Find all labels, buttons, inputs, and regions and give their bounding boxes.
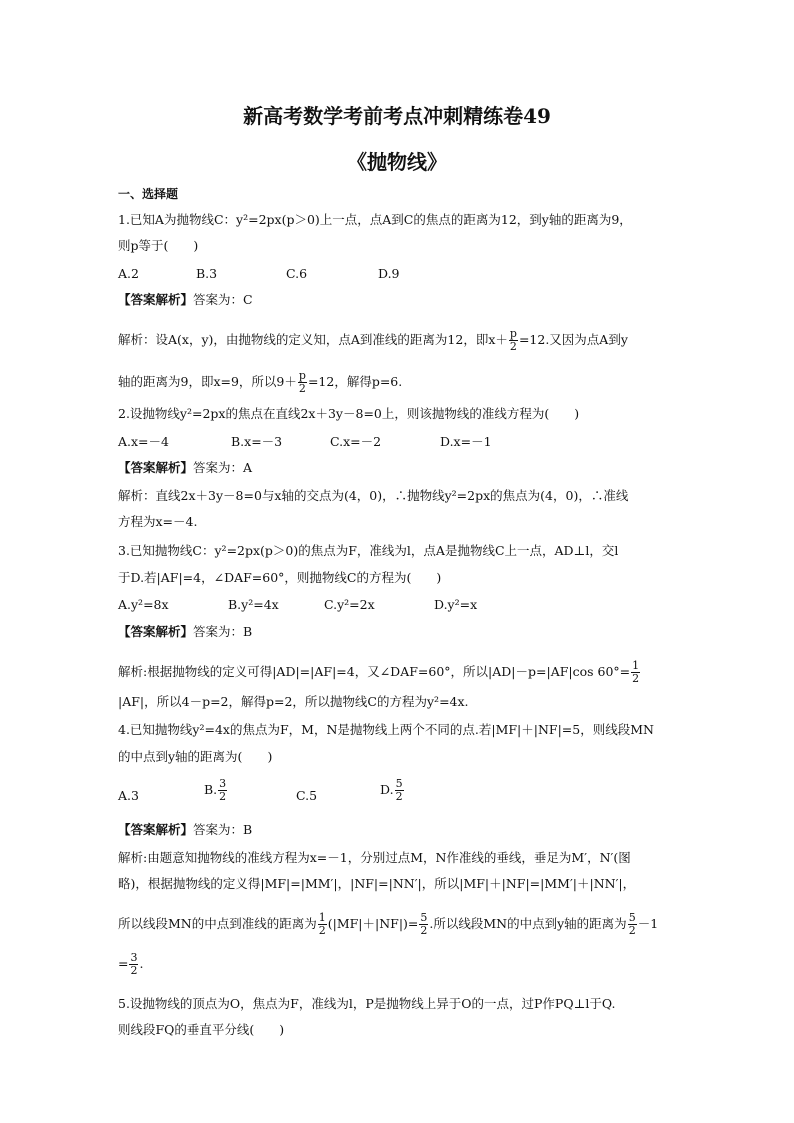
fraction: $\frac{3}{2}$ [130,951,138,977]
answer-value: 答案为：B [193,822,253,837]
fraction: $\frac{p}{2}$ [509,327,517,353]
answer-value: 答案为：C [193,292,253,307]
fraction: $\frac{5}{2}$ [395,777,403,803]
q2-answer [118,460,252,476]
q2-solution-line2: 方程为x=－4. [118,514,198,529]
q3-line1: 3.已知抛物线C：y²=2px(p＞0)的焦点为F，准线为l，点A是抛物线C上一点，AD⊥l，交l [118,543,619,558]
q1-line1: 1.已知A为抛物线C：y²=2px(p＞0)上一点，点A到C的焦点的距离为12，到y轴的距离为9， [118,212,632,227]
solution-text: 轴的距离为9，即x=9，所以9＋ [118,374,297,389]
fraction: $\frac{p}{2}$ [298,369,306,395]
solution-text: 解析：设A(x，y)，由抛物线的定义知，点A到准线的距离为12，即x＋ [118,332,508,347]
q4-line1: 4.已知抛物线y²=4x的焦点为F，M，N是抛物线上两个不同的点.若|MF|＋|NF|=5，则线段MN [118,722,654,737]
q2-option-c: C.x=－2 [330,434,382,449]
option-label: B. [204,782,218,797]
solution-text: =12，解得p=6. [307,374,403,389]
q1-option-d: D.9 [378,266,400,281]
fraction: $\frac{3}{2}$ [219,777,227,803]
q3-solution-line2: |AF|，所以4－p=2，解得p=2，所以抛物线C的方程为y²=4x. [118,694,469,709]
q4-solution-line3 [118,912,658,937]
answer-label: 【答案解析】 [118,624,194,639]
q4-answer [118,822,252,838]
q3-solution-line1 [118,660,641,685]
q4-option-c: C.5 [296,788,318,803]
solution-text: 解析:根据抛物线的定义可得|AD|=|AF|=4，又∠DAF=60°，所以|AD|－p=|AF|cos 60°= [118,664,631,679]
q4-solution-line4 [118,952,143,977]
q4-option-b [204,778,228,803]
q5-line1: 5.设抛物线的顶点为O，焦点为F，准线为l，P是抛物线上异于O的一点，过P作PQ⊥l于Q. [118,996,616,1011]
solution-text: .所以线段MN的中点到y轴的距离为 [429,916,627,931]
q2-option-a: A.x=－4 [118,434,169,449]
q5-line2: 则线段FQ的垂直平分线( ) [118,1022,285,1037]
q1-answer [118,292,253,308]
q3-option-c: C.y²=2x [324,597,375,612]
q3-line2: 于D.若|AF|=4，∠DAF=60°，则抛物线C的方程为( ) [118,570,442,585]
q1-line2: 则p等于( ) [118,238,199,253]
answer-value: 答案为：A [193,460,253,475]
solution-text: (|MF|＋|NF|)= [327,916,419,931]
q2-option-d: D.x=－1 [440,434,492,449]
option-label: D. [380,782,394,797]
q3-answer [118,624,252,640]
fraction: $\frac{1}{2}$ [318,911,326,937]
solution-text: 所以线段MN的中点到准线的距离为 [118,916,317,931]
solution-text: －1 [637,916,659,931]
q1-option-a: A.2 [118,266,139,281]
solution-text: = [118,956,129,971]
q4-line2: 的中点到y轴的距离为( ) [118,749,273,764]
solution-text: . [139,956,144,971]
answer-value: 答案为：B [193,624,253,639]
q1-option-c: C.6 [286,266,308,281]
page-subtitle: 《抛物线》 [347,150,447,174]
page-title: 新高考数学考前考点冲刺精练卷49 [243,104,551,128]
fraction: $\frac{5}{2}$ [420,911,428,937]
q4-solution-line2: 略)，根据抛物线的定义得|MF|=|MM′|，|NF|=|NN′|，所以|MF|＋|NF|=|MM′|＋|NN′|， [118,876,636,891]
q2-line1: 2.设抛物线y²=2px的焦点在直线2x＋3y－8=0上，则该抛物线的准线方程为( ) [118,406,580,421]
fraction: $\frac{1}{2}$ [632,659,640,685]
q3-option-a: A.y²=8x [118,597,169,612]
q4-solution-line1: 解析:由题意知抛物线的准线方程为x=－1，分别过点M，N作准线的垂线，垂足为M′，N′(图 [118,850,631,865]
q1-solution-line2 [118,370,402,395]
solution-text: =12.又因为点A到y [518,332,628,347]
q1-option-b: B.3 [196,266,218,281]
answer-label: 【答案解析】 [118,460,194,475]
answer-label: 【答案解析】 [118,292,194,307]
q2-solution-line1: 解析：直线2x＋3y－8=0与x轴的交点为(4，0)，∴抛物线y²=2px的焦点为(4，0)，∴准线 [118,488,629,503]
q3-option-d: D.y²=x [434,597,478,612]
fraction: $\frac{5}{2}$ [628,911,636,937]
q2-option-b: B.x=－3 [231,434,283,449]
q4-option-a: A.3 [118,788,139,803]
q1-solution-line1 [118,328,628,353]
q3-option-b: B.y²=4x [228,597,279,612]
q4-option-d [380,778,405,803]
section-heading: 一、选择题 [118,187,179,201]
answer-label: 【答案解析】 [118,822,194,837]
